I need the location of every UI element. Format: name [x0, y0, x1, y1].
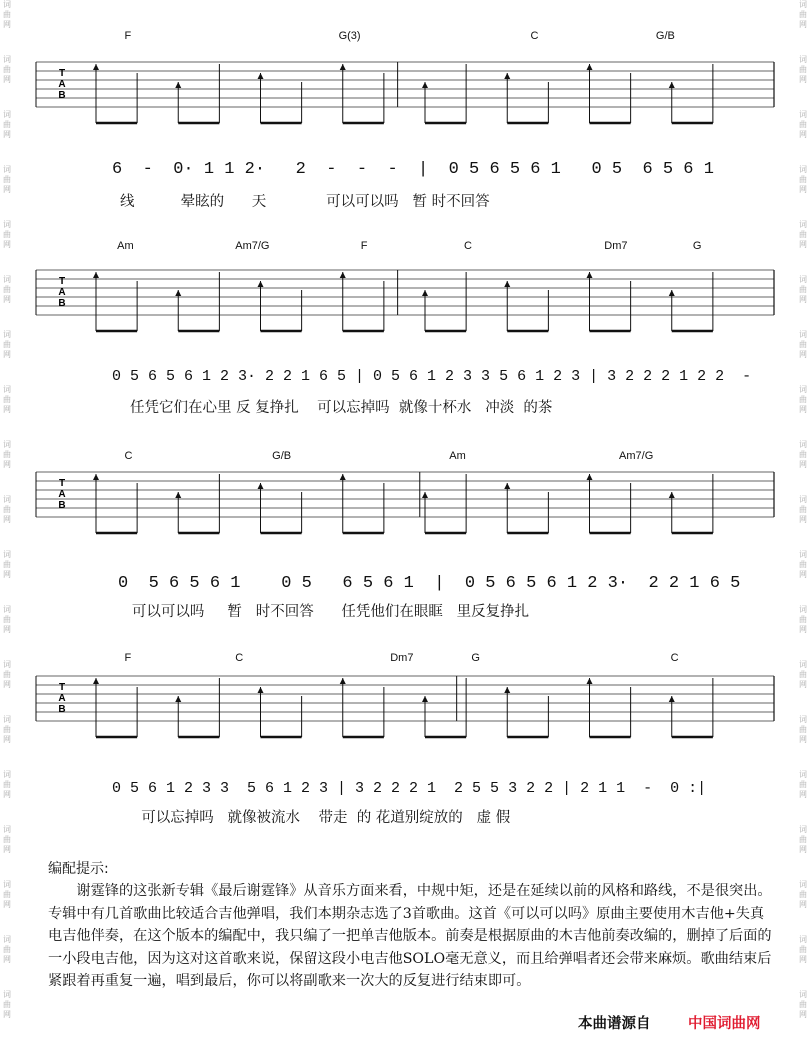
watermark-char: 网: [799, 240, 807, 249]
watermark-char: 网: [3, 1010, 11, 1019]
strum-arrow: [258, 687, 264, 693]
watermark-char: 曲: [799, 65, 807, 74]
lyrics-line: 可以忘掉吗 就像被流水 带走 的 花道别绽放的 虚 假: [132, 810, 511, 826]
strum-arrow: [258, 281, 264, 287]
tab-clef-letter: B: [58, 298, 66, 309]
strum-arrow: [504, 281, 510, 287]
strum-arrow: [587, 64, 593, 70]
watermark-char: 曲: [3, 395, 11, 404]
numbered-notation: 6 - 0· 1 1 2· 2 - - - | 0 5 6 5 6 1 0 5 6 5 6 1: [112, 160, 714, 179]
strum-arrow: [93, 272, 99, 278]
strum-arrow: [669, 492, 675, 498]
watermark-char: 曲: [799, 175, 807, 184]
watermark-char: 词: [799, 770, 807, 779]
watermark-char: 网: [3, 295, 11, 304]
strum-arrow: [422, 82, 428, 88]
watermark-char: 网: [3, 20, 11, 29]
watermark-char: 词: [799, 275, 807, 284]
chord-symbol: Dm7: [604, 240, 628, 252]
watermark-char: 网: [3, 900, 11, 909]
watermark-char: 网: [3, 845, 11, 854]
watermark-char: 曲: [799, 395, 807, 404]
numbered-notation: 0 5 6 5 6 1 2 3· 2 2 1 6 5 | 0 5 6 1 2 3 3 5 6 1 2 3 | 3 2 2 2 1 2 2 -: [112, 368, 752, 385]
watermark-char: 网: [799, 405, 807, 414]
watermark-char: 曲: [3, 615, 11, 624]
chord-symbol: Am: [117, 240, 134, 252]
watermark-char: 网: [3, 515, 11, 524]
watermark-char: 网: [799, 1010, 807, 1019]
watermark-char: 曲: [3, 175, 11, 184]
watermark-char: 曲: [3, 120, 11, 129]
tab-clef-letter: A: [58, 79, 66, 90]
strum-arrow: [258, 73, 264, 79]
watermark-char: 曲: [799, 725, 807, 734]
chord-symbol: G/B: [655, 30, 675, 42]
chord-symbol: F: [124, 30, 132, 42]
watermark-char: 曲: [3, 670, 11, 679]
strum-arrow: [669, 290, 675, 296]
watermark-char: 网: [799, 20, 807, 29]
strum-arrow: [175, 82, 181, 88]
watermark-char: 曲: [799, 10, 807, 19]
strum-arrow: [504, 483, 510, 489]
watermark-char: 网: [799, 460, 807, 469]
watermark-char: 词: [3, 165, 11, 174]
strum-arrow: [340, 272, 346, 278]
tab-clef-letter: T: [58, 276, 66, 287]
strum-arrow: [340, 474, 346, 480]
watermark-char: 词: [3, 550, 11, 559]
watermark-char: 网: [3, 735, 11, 744]
watermark-char: 词: [799, 825, 807, 834]
watermark-char: 词: [799, 880, 807, 889]
watermark-char: 网: [3, 625, 11, 634]
notes-body: 谢霆锋的这张新专辑《最后谢霆锋》从音乐方面来看，中规中矩，还是在延续以前的风格和路线，不是很突出。专辑中有几首歌曲比较适合吉他弹唱，我们本期杂志选了3首歌曲。这首《可以可以吗》原曲主要使用木吉他+失真电吉他伴奏，在这个版本的编配中，我只编了一把单吉他版本。前奏是根据原曲的木吉他前奏改编的，删掉了后面的一小段电吉他，因为这对这首歌来说，保留这段小电吉他SOLO毫无意义，而且给弹唱者还会带来麻烦。歌曲结束后紧跟着再重复一遍，唱到最后，你可以将副歌来一次大的反复进行结束即可。: [48, 883, 772, 989]
watermark-char: 曲: [799, 560, 807, 569]
tab-staff-svg: [36, 670, 774, 750]
score-system-2: [36, 240, 774, 420]
watermark-char: 曲: [799, 230, 807, 239]
strum-arrow: [175, 290, 181, 296]
watermark-char: 网: [3, 350, 11, 359]
strum-arrow: [340, 64, 346, 70]
chord-symbol: Am7/G: [235, 240, 270, 252]
watermark-char: 曲: [799, 285, 807, 294]
watermark-char: 词: [799, 715, 807, 724]
tab-clef-letter: T: [58, 68, 66, 79]
chord-symbol: G: [692, 240, 702, 252]
watermark-char: 词: [799, 0, 807, 9]
watermark-char: 网: [799, 955, 807, 964]
watermark-char: 网: [799, 735, 807, 744]
watermark-char: 曲: [799, 890, 807, 899]
watermark-char: 曲: [3, 890, 11, 899]
lyrics-line: 可以可以吗 暂 时不回答 任凭他们在眼眶 里反复挣扎: [118, 604, 530, 620]
chord-symbol: G: [471, 652, 480, 664]
strum-arrow: [669, 696, 675, 702]
chord-symbol: C: [530, 30, 539, 42]
watermark-char: 词: [3, 660, 11, 669]
watermark-char: 词: [3, 880, 11, 889]
watermark-char: 网: [3, 130, 11, 139]
strum-arrow: [422, 696, 428, 702]
tab-staff-svg: [36, 466, 774, 546]
chord-symbol: C: [124, 450, 133, 462]
watermark-char: 网: [799, 680, 807, 689]
chord-symbol: F: [124, 652, 132, 664]
watermark-char: 曲: [799, 780, 807, 789]
strum-arrow: [587, 678, 593, 684]
tab-clef-letter: B: [58, 90, 66, 101]
watermark-char: 曲: [3, 1000, 11, 1009]
tab-clef-letter: A: [58, 693, 66, 704]
watermark-char: 曲: [3, 505, 11, 514]
watermark-char: 词: [3, 440, 11, 449]
score-system-3: [36, 450, 774, 630]
watermark-char: 网: [799, 845, 807, 854]
chord-symbol: G(3): [338, 30, 361, 42]
watermark-char: 词: [3, 495, 11, 504]
watermark-char: 网: [799, 900, 807, 909]
watermark-char: 网: [799, 625, 807, 634]
strum-arrow: [258, 483, 264, 489]
watermark-char: 曲: [3, 450, 11, 459]
watermark-char: 曲: [3, 945, 11, 954]
watermark-char: 曲: [799, 615, 807, 624]
watermark-char: 曲: [799, 120, 807, 129]
numbered-notation: 0 5 6 5 6 1 0 5 6 5 6 1 | 0 5 6 5 6 1 2 3· 2 2 1 6 5: [118, 574, 741, 593]
watermark-char: 词: [3, 0, 11, 9]
watermark-column-right: [796, 0, 810, 1057]
tab-staff: [36, 264, 774, 344]
strum-arrow: [504, 73, 510, 79]
watermark-char: 词: [799, 55, 807, 64]
chord-symbol: Am7/G: [619, 450, 654, 462]
chord-symbol: F: [360, 240, 368, 252]
watermark-char: 词: [799, 660, 807, 669]
watermark-char: 词: [3, 825, 11, 834]
score-system-4: [36, 652, 774, 832]
watermark-char: 曲: [799, 945, 807, 954]
chord-symbol: Dm7: [390, 652, 414, 664]
watermark-char: 网: [799, 570, 807, 579]
watermark-char: 曲: [3, 10, 11, 19]
strum-arrow: [93, 64, 99, 70]
tab-clef-letter: T: [58, 478, 66, 489]
watermark-char: 曲: [3, 230, 11, 239]
notes-title: 编配提示:: [48, 861, 109, 877]
watermark-char: 词: [799, 550, 807, 559]
chord-symbol: C: [670, 652, 679, 664]
watermark-char: 曲: [3, 65, 11, 74]
watermark-char: 词: [3, 55, 11, 64]
site-name-link[interactable]: 中国词曲网: [688, 1016, 761, 1032]
watermark-char: 曲: [799, 835, 807, 844]
source-label: 本曲谱源自: [578, 1016, 651, 1032]
watermark-char: 曲: [3, 560, 11, 569]
watermark-char: 网: [799, 75, 807, 84]
watermark-char: 曲: [3, 835, 11, 844]
watermark-char: 词: [3, 385, 11, 394]
tab-staff: [36, 56, 774, 136]
watermark-char: 词: [799, 220, 807, 229]
tab-staff-svg: [36, 264, 774, 344]
watermark-char: 词: [3, 990, 11, 999]
strum-arrow: [587, 272, 593, 278]
watermark-char: 词: [799, 110, 807, 119]
watermark-char: 词: [3, 330, 11, 339]
strum-arrow: [93, 678, 99, 684]
tab-staff: [36, 466, 774, 546]
watermark-char: 网: [3, 680, 11, 689]
chord-symbol: C: [464, 240, 472, 252]
watermark-char: 词: [799, 165, 807, 174]
chord-symbol: Am: [449, 450, 466, 462]
watermark-char: 词: [3, 275, 11, 284]
watermark-char: 词: [3, 935, 11, 944]
watermark-char: 曲: [3, 725, 11, 734]
watermark-char: 曲: [3, 780, 11, 789]
watermark-char: 曲: [799, 670, 807, 679]
watermark-char: 网: [3, 460, 11, 469]
tab-clef-letter: T: [58, 682, 66, 693]
strum-arrow: [669, 82, 675, 88]
tab-staff: [36, 670, 774, 750]
tab-clef-letter: B: [58, 500, 66, 511]
watermark-char: 网: [799, 130, 807, 139]
watermark-char: 网: [3, 955, 11, 964]
tab-clef-letter: B: [58, 704, 66, 715]
watermark-char: 网: [3, 405, 11, 414]
watermark-char: 曲: [3, 340, 11, 349]
watermark-char: 词: [799, 440, 807, 449]
watermark-char: 曲: [799, 1000, 807, 1009]
watermark-char: 网: [799, 515, 807, 524]
watermark-char: 词: [799, 605, 807, 614]
watermark-char: 词: [3, 605, 11, 614]
tab-clef-letter: A: [58, 489, 66, 500]
strum-arrow: [587, 474, 593, 480]
watermark-char: 网: [3, 75, 11, 84]
watermark-char: 网: [799, 295, 807, 304]
chord-symbol: C: [235, 652, 244, 664]
strum-arrow: [175, 696, 181, 702]
watermark-char: 词: [799, 385, 807, 394]
watermark-char: 网: [3, 240, 11, 249]
watermark-char: 词: [799, 990, 807, 999]
watermark-char: 词: [3, 220, 11, 229]
strum-arrow: [340, 678, 346, 684]
numbered-notation: 0 5 6 1 2 3 3 5 6 1 2 3 | 3 2 2 2 1 2 5 5 3 2 2 | 2 1 1 - 0 :|: [112, 780, 707, 797]
strum-arrow: [175, 492, 181, 498]
watermark-char: 曲: [3, 285, 11, 294]
tab-staff-svg: [36, 56, 774, 136]
strum-arrow: [422, 492, 428, 498]
watermark-char: 词: [799, 495, 807, 504]
strum-arrow: [422, 290, 428, 296]
tab-clef-letter: A: [58, 287, 66, 298]
watermark-char: 曲: [799, 505, 807, 514]
watermark-char: 网: [799, 185, 807, 194]
watermark-char: 网: [3, 790, 11, 799]
watermark-char: 词: [799, 935, 807, 944]
strum-arrow: [504, 687, 510, 693]
watermark-char: 词: [3, 715, 11, 724]
strum-arrow: [93, 474, 99, 480]
lyrics-line: 线 晕眩的 天 可以可以吗 暂 时不回答: [120, 194, 490, 210]
watermark-char: 网: [3, 570, 11, 579]
watermark-char: 词: [3, 110, 11, 119]
watermark-column-left: [0, 0, 14, 1057]
score-system-1: [36, 30, 774, 210]
chord-symbol: G/B: [272, 450, 292, 462]
watermark-char: 网: [3, 185, 11, 194]
watermark-char: 网: [799, 790, 807, 799]
watermark-char: 词: [799, 330, 807, 339]
lyrics-line: 任凭它们在心里 反 复挣扎 可以忘掉吗 就像十杯水 冲淡 的茶: [130, 400, 553, 416]
watermark-char: 词: [3, 770, 11, 779]
watermark-char: 曲: [799, 340, 807, 349]
watermark-char: 网: [799, 350, 807, 359]
watermark-char: 曲: [799, 450, 807, 459]
